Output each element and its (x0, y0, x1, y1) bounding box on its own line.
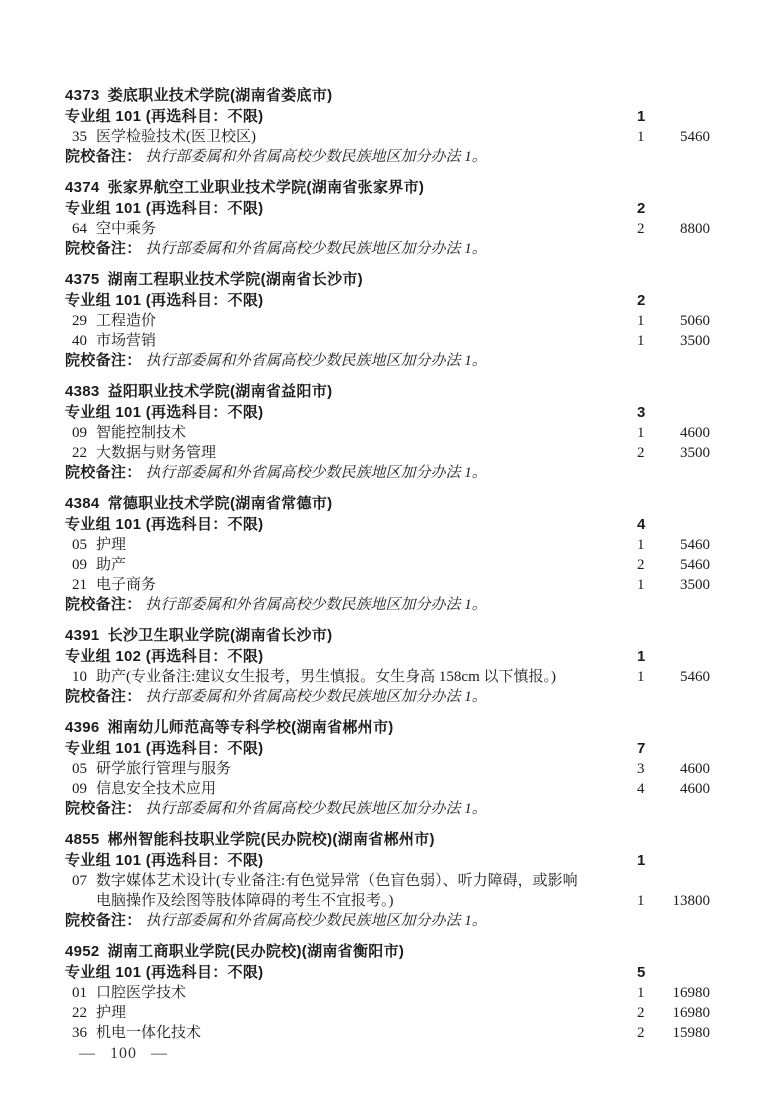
program-name: 数字媒体艺术设计(专业备注:有色觉异常（色盲色弱）、听力障碍，或影响电脑操作及绘图等肢体障碍的考生不宜报考。) (96, 873, 578, 909)
program-row (65, 311, 710, 331)
program-code: 64 (72, 221, 87, 237)
school-name: 张家界航空工业职业技术学院(湖南省张家界市) (107, 179, 425, 196)
school-note-row (65, 687, 710, 707)
major-group-label: 专业组 101 (再选科目：不限) (65, 108, 264, 125)
school-note-label: 院校备注： (65, 596, 142, 613)
program-count: 2 (637, 1005, 645, 1021)
program-row (65, 535, 710, 555)
school-note-text: 执行部委属和外省属高校少数民族地区加分办法 1。 (145, 353, 487, 369)
major-group-row (65, 963, 710, 983)
program-count: 1 (637, 893, 645, 909)
school-title-row (65, 178, 710, 198)
school-title-row (65, 270, 710, 290)
program-code: 09 (72, 781, 87, 797)
program-code: 29 (72, 313, 87, 329)
group-plan-count: 4 (637, 516, 646, 533)
major-group-row (65, 851, 710, 871)
major-group-label: 专业组 101 (再选科目：不限) (65, 516, 264, 533)
program-code: 21 (72, 577, 87, 593)
program-count: 3 (637, 761, 645, 777)
program-text (65, 555, 585, 575)
school-title-row (65, 830, 710, 850)
program-count: 1 (637, 669, 645, 685)
program-fee: 5060 (680, 313, 710, 329)
school-block (65, 942, 710, 1043)
program-text (65, 1003, 585, 1023)
program-row (65, 667, 710, 687)
program-row (65, 575, 710, 595)
major-group-row (65, 107, 710, 127)
program-count: 2 (637, 445, 645, 461)
group-plan-count: 1 (637, 852, 646, 869)
program-count: 1 (637, 577, 645, 593)
program-row (65, 555, 710, 575)
program-fee: 16980 (672, 1005, 710, 1021)
program-row (65, 127, 710, 147)
group-plan-count: 2 (637, 292, 646, 309)
program-text (65, 667, 585, 687)
school-block (65, 830, 710, 931)
school-name: 湖南工程职业技术学院(湖南省长沙市) (107, 271, 363, 288)
group-plan-count: 2 (637, 200, 646, 217)
school-code: 4952 (65, 943, 100, 960)
program-text (65, 983, 585, 1003)
program-text (65, 779, 585, 799)
program-code: 05 (72, 537, 87, 553)
program-fee: 8800 (680, 221, 710, 237)
school-code: 4375 (65, 271, 100, 288)
program-name: 信息安全技术应用 (96, 781, 217, 797)
program-row (65, 219, 710, 239)
program-fee: 4600 (680, 761, 710, 777)
major-group-label: 专业组 101 (再选科目：不限) (65, 404, 264, 421)
program-name: 空中乘务 (96, 221, 157, 237)
school-name: 长沙卫生职业学院(湖南省长沙市) (107, 627, 333, 644)
program-name: 助产(专业备注:建议女生报考，男生慎报。女生身高 158cm 以下慎报。) (96, 669, 556, 685)
school-name: 湖南工商职业学院(民办院校)(湖南省衡阳市) (107, 943, 405, 960)
major-group-row (65, 515, 710, 535)
program-fee: 5460 (680, 537, 710, 553)
major-group-label: 专业组 101 (再选科目：不限) (65, 964, 264, 981)
program-name: 医学检验技术(医卫校区) (96, 129, 256, 145)
program-text (65, 575, 585, 595)
school-block (65, 178, 710, 259)
program-text (65, 423, 585, 443)
program-text (65, 535, 585, 555)
program-fee: 5460 (680, 129, 710, 145)
major-group-row (65, 647, 710, 667)
school-code: 4374 (65, 179, 100, 196)
program-code: 10 (72, 669, 87, 685)
page-number: 100 (110, 1045, 137, 1062)
program-fee: 4600 (680, 781, 710, 797)
program-name: 智能控制技术 (96, 425, 187, 441)
group-plan-count: 5 (637, 964, 646, 981)
footer-right-dash: — (151, 1045, 168, 1062)
program-code: 36 (72, 1025, 87, 1041)
program-count: 1 (637, 537, 645, 553)
school-block (65, 86, 710, 167)
school-note-text: 执行部委属和外省属高校少数民族地区加分办法 1。 (145, 597, 487, 613)
program-name: 市场营销 (96, 333, 157, 349)
program-code: 22 (72, 1005, 87, 1021)
program-name: 工程造价 (96, 313, 157, 329)
school-block (65, 382, 710, 483)
footer-left-dash: — (79, 1045, 96, 1062)
major-group-row (65, 739, 710, 759)
school-block (65, 270, 710, 371)
school-name: 湘南幼儿师范高等专科学校(湖南省郴州市) (107, 719, 394, 736)
page-footer (72, 1045, 175, 1063)
school-note-label: 院校备注： (65, 352, 142, 369)
school-note-label: 院校备注： (65, 912, 142, 929)
program-row (65, 423, 710, 443)
school-note-label: 院校备注： (65, 800, 142, 817)
program-code: 05 (72, 761, 87, 777)
school-code: 4373 (65, 87, 100, 104)
major-group-row (65, 291, 710, 311)
program-text (65, 219, 585, 239)
school-note-text: 执行部委属和外省属高校少数民族地区加分办法 1。 (145, 913, 487, 929)
program-count: 4 (637, 781, 645, 797)
program-code: 09 (72, 557, 87, 573)
school-title-row (65, 382, 710, 402)
program-row (65, 871, 710, 911)
program-fee: 15980 (672, 1025, 710, 1041)
major-group-label: 专业组 101 (再选科目：不限) (65, 852, 264, 869)
school-block (65, 718, 710, 819)
major-group-label: 专业组 102 (再选科目：不限) (65, 648, 264, 665)
program-fee: 4600 (680, 425, 710, 441)
school-title-row (65, 86, 710, 106)
program-count: 1 (637, 425, 645, 441)
program-fee: 16980 (672, 985, 710, 1001)
program-row (65, 1003, 710, 1023)
program-fee: 3500 (680, 333, 710, 349)
program-text (65, 443, 585, 463)
program-fee: 5460 (680, 669, 710, 685)
school-note-label: 院校备注： (65, 148, 142, 165)
program-fee: 3500 (680, 445, 710, 461)
program-text (65, 759, 585, 779)
school-block (65, 494, 710, 615)
school-note-row (65, 351, 710, 371)
school-note-row (65, 799, 710, 819)
program-name: 研学旅行管理与服务 (96, 761, 232, 777)
program-count: 2 (637, 1025, 645, 1041)
program-row (65, 983, 710, 1003)
program-name: 电子商务 (96, 577, 157, 593)
program-row (65, 759, 710, 779)
program-count: 1 (637, 985, 645, 1001)
major-group-row (65, 199, 710, 219)
school-note-label: 院校备注： (65, 464, 142, 481)
major-group-label: 专业组 101 (再选科目：不限) (65, 292, 264, 309)
program-row (65, 1023, 710, 1043)
school-note-label: 院校备注： (65, 240, 142, 257)
program-fee: 13800 (672, 893, 710, 909)
program-text (65, 1023, 585, 1043)
program-code: 09 (72, 425, 87, 441)
school-title-row (65, 942, 710, 962)
school-code: 4383 (65, 383, 100, 400)
school-note-row (65, 595, 710, 615)
program-text (65, 127, 585, 147)
program-fee: 3500 (680, 577, 710, 593)
program-name: 护理 (96, 537, 127, 553)
major-group-label: 专业组 101 (再选科目：不限) (65, 740, 264, 757)
school-name: 益阳职业技术学院(湖南省益阳市) (107, 383, 333, 400)
school-note-text: 执行部委属和外省属高校少数民族地区加分办法 1。 (145, 689, 487, 705)
school-note-row (65, 147, 710, 167)
major-group-label: 专业组 101 (再选科目：不限) (65, 200, 264, 217)
group-plan-count: 1 (637, 108, 646, 125)
program-row (65, 779, 710, 799)
program-count: 2 (637, 221, 645, 237)
program-name: 大数据与财务管理 (96, 445, 217, 461)
group-plan-count: 3 (637, 404, 646, 421)
program-count: 1 (637, 313, 645, 329)
group-plan-count: 7 (637, 740, 646, 757)
program-code: 01 (72, 985, 87, 1001)
school-name: 常德职业技术学院(湖南省常德市) (107, 495, 333, 512)
document-body (65, 86, 710, 1054)
group-plan-count: 1 (637, 648, 646, 665)
program-text (65, 871, 585, 911)
program-code: 40 (72, 333, 87, 349)
school-code: 4855 (65, 831, 100, 848)
school-code: 4384 (65, 495, 100, 512)
school-title-row (65, 718, 710, 738)
program-name: 口腔医学技术 (96, 985, 187, 1001)
school-note-text: 执行部委属和外省属高校少数民族地区加分办法 1。 (145, 801, 487, 817)
school-note-row (65, 463, 710, 483)
program-count: 2 (637, 557, 645, 573)
program-row (65, 443, 710, 463)
program-code: 07 (72, 873, 87, 889)
school-title-row (65, 626, 710, 646)
program-text (65, 331, 585, 351)
program-count: 1 (637, 129, 645, 145)
school-note-row (65, 911, 710, 931)
school-note-text: 执行部委属和外省属高校少数民族地区加分办法 1。 (145, 241, 487, 257)
school-name: 郴州智能科技职业学院(民办院校)(湖南省郴州市) (107, 831, 435, 848)
program-name: 护理 (96, 1005, 127, 1021)
program-row (65, 331, 710, 351)
program-count: 1 (637, 333, 645, 349)
major-group-row (65, 403, 710, 423)
school-block (65, 626, 710, 707)
program-code: 22 (72, 445, 87, 461)
school-name: 娄底职业技术学院(湖南省娄底市) (107, 87, 333, 104)
program-fee: 5460 (680, 557, 710, 573)
school-note-text: 执行部委属和外省属高校少数民族地区加分办法 1。 (145, 149, 487, 165)
school-title-row (65, 494, 710, 514)
school-note-label: 院校备注： (65, 688, 142, 705)
school-note-text: 执行部委属和外省属高校少数民族地区加分办法 1。 (145, 465, 487, 481)
school-code: 4391 (65, 627, 100, 644)
school-code: 4396 (65, 719, 100, 736)
program-name: 助产 (96, 557, 127, 573)
program-code: 35 (72, 129, 87, 145)
program-name: 机电一体化技术 (96, 1025, 202, 1041)
program-text (65, 311, 585, 331)
school-note-row (65, 239, 710, 259)
